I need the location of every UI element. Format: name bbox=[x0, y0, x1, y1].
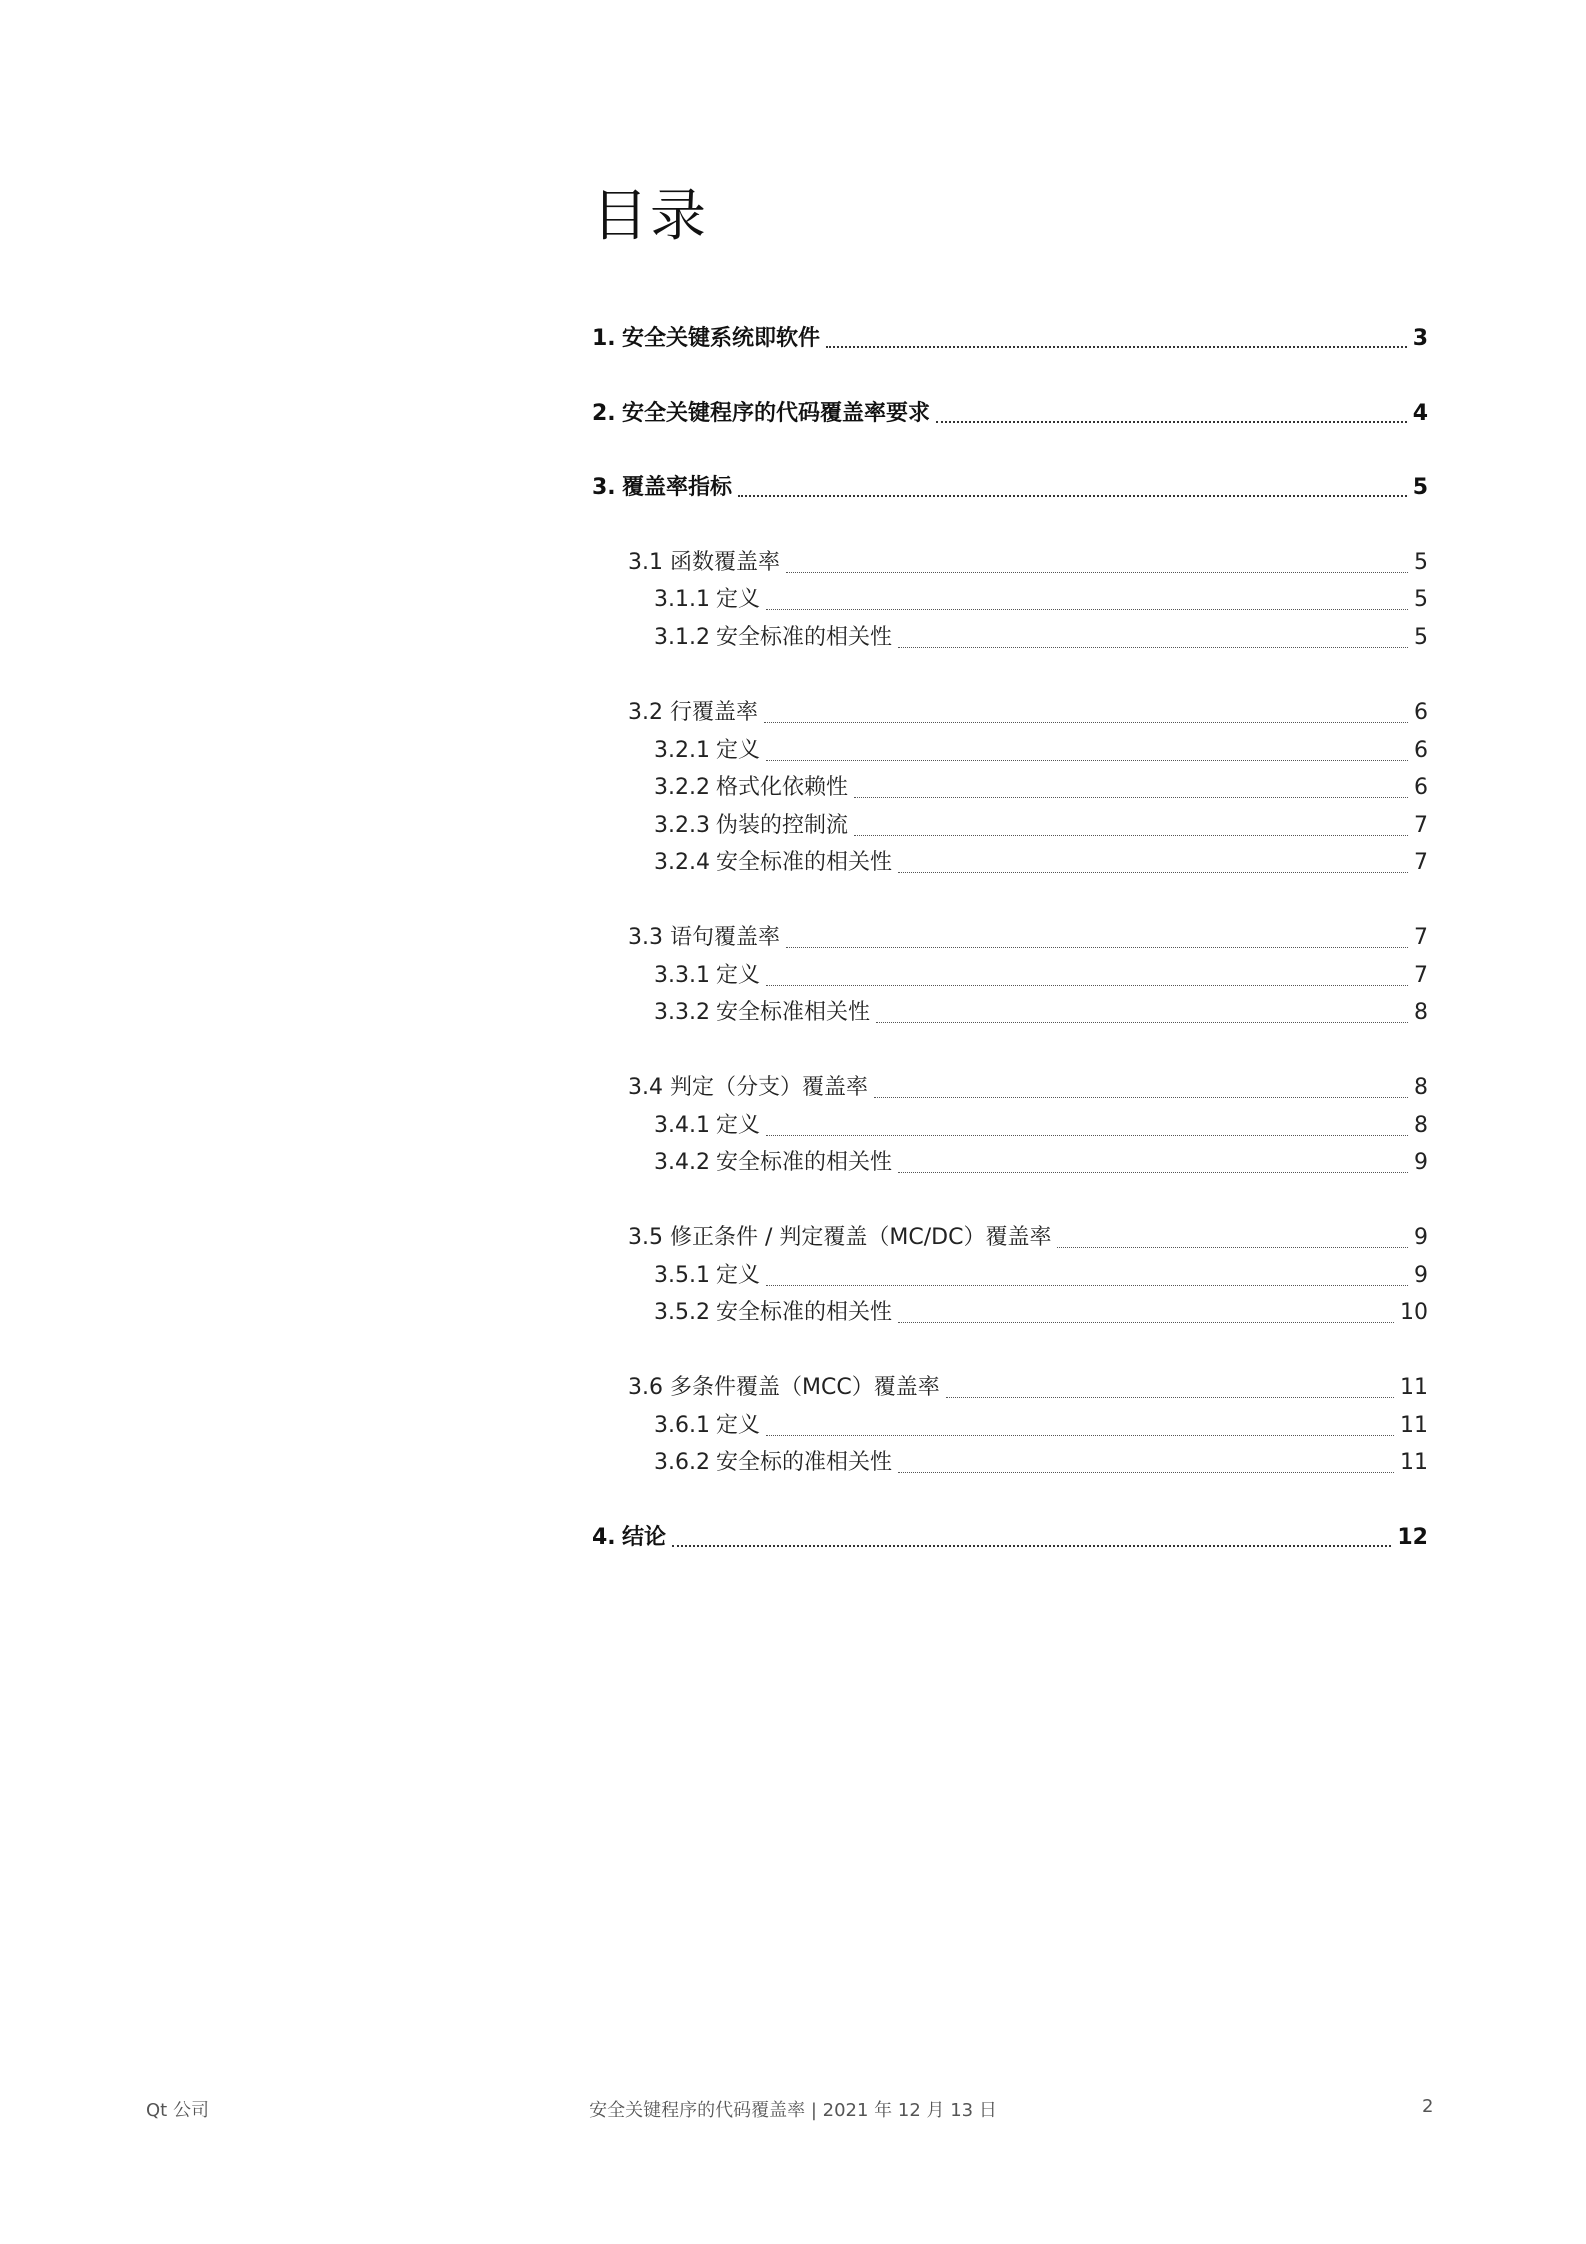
toc-entry-title: 安全标准的相关性 bbox=[716, 1300, 893, 1325]
footer-page-number: 2 bbox=[1422, 2096, 1434, 2117]
toc-entry-number: 3.4.2 bbox=[654, 1150, 710, 1175]
toc-entry-3-2-2[interactable] bbox=[654, 770, 1428, 806]
toc-entry-page: 6 bbox=[1414, 775, 1428, 800]
toc-entry-title: 结论 bbox=[622, 1525, 667, 1550]
toc-entry-title: 定义 bbox=[716, 963, 761, 988]
toc-entry-page: 6 bbox=[1414, 700, 1428, 725]
toc-entry-title: 修正条件 / 判定覆盖（MC/DC）覆盖率 bbox=[670, 1225, 1052, 1250]
toc-entry-number: 4. bbox=[592, 1525, 616, 1550]
toc-entry-3-1-2[interactable] bbox=[654, 620, 1428, 656]
toc-entry-title: 伪装的控制流 bbox=[716, 813, 849, 838]
toc-entry-title: 定义 bbox=[716, 738, 761, 763]
toc-entry-number: 3.4 bbox=[628, 1075, 663, 1100]
toc-entry-page: 8 bbox=[1414, 1113, 1428, 1138]
toc-leader-dots bbox=[854, 835, 1408, 836]
toc-entry-page: 5 bbox=[1414, 625, 1428, 650]
toc-entry-number: 3.6.1 bbox=[654, 1413, 710, 1438]
toc-entry-number: 3.2.2 bbox=[654, 775, 710, 800]
toc-entry-3-2-4[interactable] bbox=[654, 845, 1428, 881]
toc-entry-title: 判定（分支）覆盖率 bbox=[670, 1075, 869, 1100]
toc-leader-dots bbox=[898, 1322, 1394, 1323]
toc-entry-page: 10 bbox=[1400, 1300, 1428, 1325]
toc-entry-number: 3.6.2 bbox=[654, 1450, 710, 1475]
toc-entry-page: 7 bbox=[1414, 963, 1428, 988]
toc-entry-title: 定义 bbox=[716, 587, 761, 612]
toc-entry-number: 3.5.2 bbox=[654, 1300, 710, 1325]
toc-entry-3-3-1[interactable] bbox=[654, 958, 1428, 994]
toc-leader-dots bbox=[936, 421, 1407, 423]
toc-entry-3-3-2[interactable] bbox=[654, 995, 1428, 1031]
toc-leader-dots bbox=[946, 1397, 1394, 1398]
toc-entry-3-5-2[interactable] bbox=[654, 1295, 1428, 1331]
toc-entry-page: 3 bbox=[1412, 326, 1428, 351]
toc-entry-1[interactable] bbox=[592, 321, 1428, 357]
toc-leader-dots bbox=[786, 572, 1408, 573]
toc-entry-3-5-1[interactable] bbox=[654, 1258, 1428, 1294]
toc-entry-title: 安全标准的相关性 bbox=[716, 1150, 893, 1175]
toc-leader-dots bbox=[766, 985, 1408, 986]
toc-leader-dots bbox=[1057, 1247, 1408, 1248]
toc-entry-3-2-1[interactable] bbox=[654, 733, 1428, 769]
toc-entry-number: 3.1.2 bbox=[654, 625, 710, 650]
toc-entry-number: 3.1 bbox=[628, 550, 663, 575]
toc-entry-page: 9 bbox=[1414, 1150, 1428, 1175]
toc-entry-3-2[interactable] bbox=[628, 695, 1428, 731]
toc-entry-number: 3.4.1 bbox=[654, 1113, 710, 1138]
toc-entry-page: 9 bbox=[1414, 1225, 1428, 1250]
toc-entry-number: 3.3.1 bbox=[654, 963, 710, 988]
toc-entry-3-2-3[interactable] bbox=[654, 808, 1428, 844]
toc-entry-page: 5 bbox=[1414, 550, 1428, 575]
toc-entry-4[interactable] bbox=[592, 1520, 1428, 1556]
toc-entry-number: 3.5 bbox=[628, 1225, 663, 1250]
toc-entry-3-4-1[interactable] bbox=[654, 1108, 1428, 1144]
toc-entry-page: 7 bbox=[1414, 850, 1428, 875]
toc-entry-title: 安全标的准相关性 bbox=[716, 1450, 893, 1475]
toc-entry-number: 3.5.1 bbox=[654, 1263, 710, 1288]
toc-entry-title: 多条件覆盖（MCC）覆盖率 bbox=[670, 1375, 940, 1400]
toc-entry-2[interactable] bbox=[592, 396, 1428, 432]
toc-leader-dots bbox=[874, 1097, 1408, 1098]
toc-entry-title: 定义 bbox=[716, 1263, 761, 1288]
toc-leader-dots bbox=[766, 1135, 1408, 1136]
toc-entry-page: 12 bbox=[1397, 1525, 1428, 1550]
toc-entry-title: 函数覆盖率 bbox=[670, 550, 781, 575]
toc-entry-page: 6 bbox=[1414, 738, 1428, 763]
toc-entry-page: 8 bbox=[1414, 1075, 1428, 1100]
toc-entry-title: 安全标准相关性 bbox=[716, 1000, 871, 1025]
toc-entry-3-4-2[interactable] bbox=[654, 1145, 1428, 1181]
toc-entry-3-6-2[interactable] bbox=[654, 1445, 1428, 1481]
toc-entry-page: 11 bbox=[1400, 1450, 1428, 1475]
toc-leader-dots bbox=[766, 609, 1408, 610]
toc-entry-3-1[interactable] bbox=[628, 545, 1428, 581]
toc-leader-dots bbox=[898, 1172, 1408, 1173]
toc-entry-3-4[interactable] bbox=[628, 1070, 1428, 1106]
toc-entry-page: 11 bbox=[1400, 1375, 1428, 1400]
toc-entry-title: 安全标准的相关性 bbox=[716, 850, 893, 875]
toc-leader-dots bbox=[898, 872, 1408, 873]
toc-entry-number: 3.2.1 bbox=[654, 738, 710, 763]
toc-entry-title: 定义 bbox=[716, 1113, 761, 1138]
toc-entry-page: 5 bbox=[1414, 587, 1428, 612]
toc-entry-title: 格式化依赖性 bbox=[716, 775, 849, 800]
toc-entry-number: 3.3.2 bbox=[654, 1000, 710, 1025]
toc-entry-title: 安全关键系统即软件 bbox=[622, 326, 821, 351]
page-title: 目录 bbox=[592, 184, 708, 249]
toc-entry-number: 3.6 bbox=[628, 1375, 663, 1400]
toc-leader-dots bbox=[766, 760, 1408, 761]
toc-entry-3-1-1[interactable] bbox=[654, 582, 1428, 618]
toc-entry-title: 行覆盖率 bbox=[670, 700, 759, 725]
toc-leader-dots bbox=[854, 797, 1408, 798]
toc-leader-dots bbox=[766, 1435, 1394, 1436]
toc-entry-page: 5 bbox=[1412, 475, 1428, 500]
toc-entry-3-6-1[interactable] bbox=[654, 1408, 1428, 1444]
toc-entry-number: 3.2.3 bbox=[654, 813, 710, 838]
toc-entry-number: 3. bbox=[592, 475, 616, 500]
toc-entry-page: 7 bbox=[1414, 925, 1428, 950]
toc-entry-page: 8 bbox=[1414, 1000, 1428, 1025]
toc-leader-dots bbox=[876, 1022, 1408, 1023]
toc-entry-title: 安全标准的相关性 bbox=[716, 625, 893, 650]
toc-entry-number: 3.2.4 bbox=[654, 850, 710, 875]
toc-entry-page: 7 bbox=[1414, 813, 1428, 838]
footer-doc-info: 安全关键程序的代码覆盖率 | 2021 年 12 月 13 日 bbox=[589, 2100, 997, 2121]
toc-entry-number: 1. bbox=[592, 326, 616, 351]
toc-leader-dots bbox=[672, 1545, 1391, 1547]
toc-leader-dots bbox=[898, 647, 1408, 648]
toc-entry-3-6[interactable] bbox=[628, 1370, 1428, 1406]
toc-entry-number: 3.2 bbox=[628, 700, 663, 725]
toc-entry-number: 3.1.1 bbox=[654, 587, 710, 612]
toc-entry-title: 安全关键程序的代码覆盖率要求 bbox=[622, 401, 931, 426]
toc-entry-page: 9 bbox=[1414, 1263, 1428, 1288]
toc-entry-title: 语句覆盖率 bbox=[670, 925, 781, 950]
toc-leader-dots bbox=[786, 947, 1408, 948]
toc-entry-title: 覆盖率指标 bbox=[622, 475, 733, 500]
toc-entry-page: 11 bbox=[1400, 1413, 1428, 1438]
toc-entry-title: 定义 bbox=[716, 1413, 761, 1438]
toc-entry-page: 4 bbox=[1412, 401, 1428, 426]
toc-leader-dots bbox=[826, 346, 1407, 348]
toc-leader-dots bbox=[766, 1285, 1408, 1286]
toc-entry-number: 2. bbox=[592, 401, 616, 426]
footer-company: Qt 公司 bbox=[146, 2100, 209, 2121]
toc-leader-dots bbox=[738, 495, 1407, 497]
toc-entry-3-3[interactable] bbox=[628, 920, 1428, 956]
toc-leader-dots bbox=[764, 722, 1408, 723]
toc-leader-dots bbox=[898, 1472, 1394, 1473]
toc-entry-3[interactable] bbox=[592, 470, 1428, 506]
toc-entry-3-5[interactable] bbox=[628, 1220, 1428, 1256]
toc-entry-number: 3.3 bbox=[628, 925, 663, 950]
